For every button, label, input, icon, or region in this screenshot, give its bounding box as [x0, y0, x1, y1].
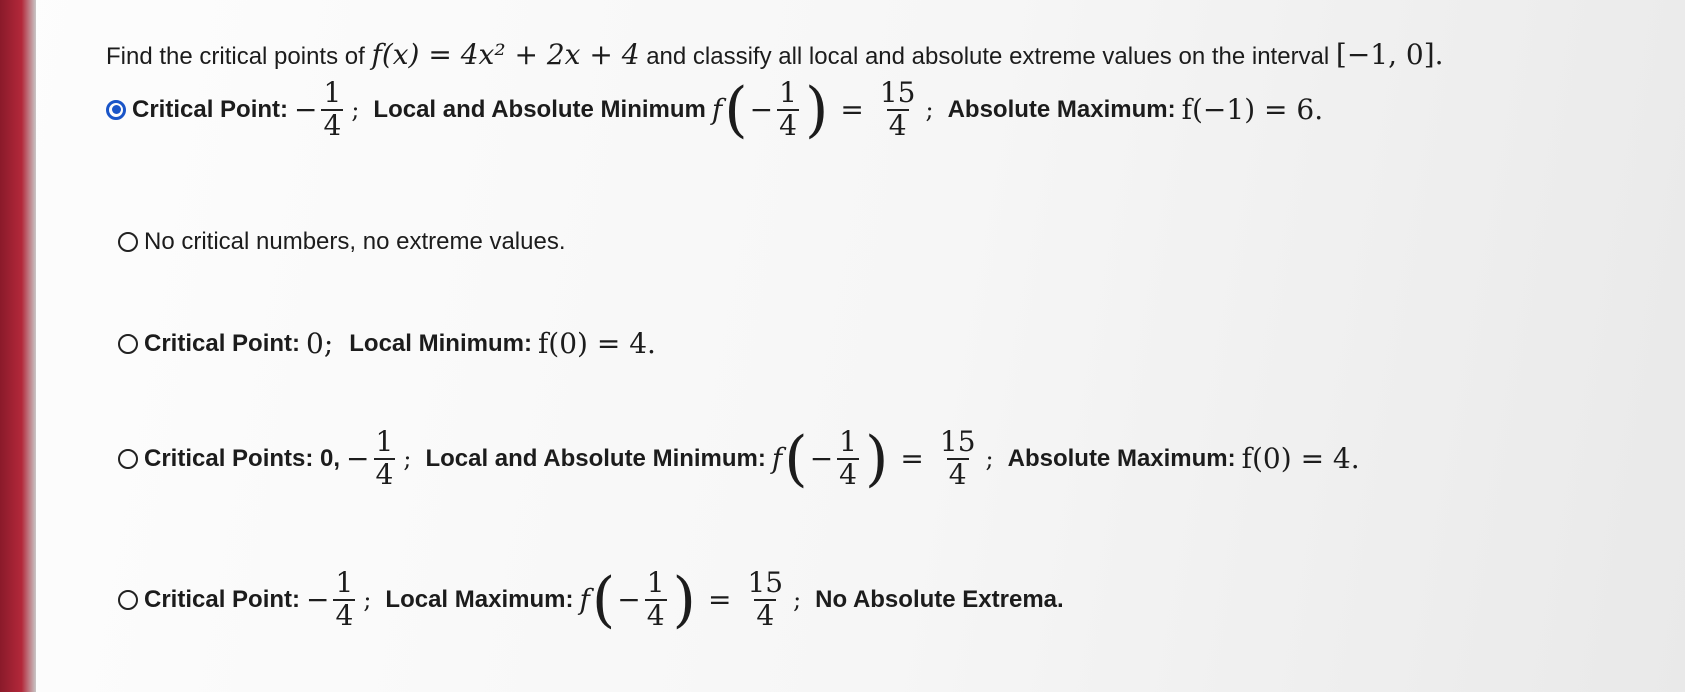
question-page [36, 0, 1685, 692]
critical-point-fraction [321, 78, 343, 142]
radio-button-selected[interactable] [106, 100, 126, 120]
minimum-expression: f(0) = 4. [537, 327, 656, 360]
value-fraction [745, 568, 785, 632]
critical-point-sign: − [294, 93, 318, 127]
critical-point-sign: − [346, 442, 370, 476]
right-paren: ) [804, 74, 829, 145]
fraction-numerator: 1 [839, 425, 857, 458]
fraction-denominator: 4 [756, 598, 775, 632]
fraction-numerator: 15 [879, 76, 916, 109]
fraction-numerator: 1 [646, 566, 665, 599]
critical-point-value: 0; [306, 327, 334, 360]
argument-sign: − [617, 583, 641, 617]
left-paren: ( [591, 564, 616, 635]
fraction-denominator: 4 [375, 457, 394, 491]
argument-sign: − [749, 93, 774, 127]
separator: ; [403, 444, 412, 473]
option-label: Critical Points: 0, [144, 444, 341, 472]
screen-edge [0, 0, 36, 692]
left-paren: ( [724, 74, 748, 145]
fraction-numerator: 1 [779, 76, 797, 109]
separator: ; [925, 95, 934, 124]
right-paren: ) [864, 423, 889, 494]
option-1[interactable] [106, 74, 1324, 145]
option-label: Critical Point: [132, 95, 289, 123]
option-label: Critical Point: [144, 329, 301, 357]
option-5[interactable] [118, 564, 1070, 635]
maximum-expression: f(−1) = 6. [1181, 93, 1324, 127]
option-label: No critical numbers, no extreme values. [144, 228, 566, 255]
argument-sign: − [809, 442, 834, 476]
option-2[interactable] [118, 228, 566, 256]
option-4[interactable] [118, 423, 1360, 494]
value-fraction [878, 78, 918, 142]
value-fraction [938, 427, 978, 491]
fraction-denominator: 4 [839, 457, 857, 491]
question-function: f(x) = 4x² + 2x + 4 [371, 38, 640, 71]
minimum-label: Local and Absolute Minimum [373, 95, 706, 123]
question-interval: [−1, 0]. [1335, 38, 1444, 71]
maximum-expression: f(0) = 4. [1241, 442, 1360, 476]
critical-point-sign: − [306, 583, 330, 617]
minimum-label: Local Minimum: [349, 329, 532, 357]
fraction-numerator: 1 [335, 566, 354, 599]
option-label: Critical Point: [144, 585, 301, 613]
radio-button[interactable] [118, 334, 138, 354]
fraction-denominator: 4 [335, 598, 354, 632]
critical-point-fraction [374, 427, 396, 491]
fraction-denominator: 4 [779, 108, 797, 142]
argument-fraction [777, 78, 799, 142]
fraction-numerator: 15 [747, 566, 784, 599]
right-paren: ) [672, 564, 696, 635]
critical-point-fraction [333, 568, 355, 632]
minimum-label: Local and Absolute Minimum: [425, 444, 766, 472]
equals-sign: = [900, 442, 924, 476]
option-3[interactable] [118, 327, 656, 360]
function-name: f [711, 93, 723, 127]
separator: ; [985, 444, 994, 473]
fraction-numerator: 15 [939, 425, 976, 458]
fraction-numerator: 1 [323, 76, 342, 109]
radio-dot-icon [112, 105, 121, 114]
separator: ; [363, 585, 372, 614]
fraction-denominator: 4 [948, 457, 967, 491]
maximum-label: Local Maximum: [385, 585, 574, 613]
left-paren: ( [784, 423, 808, 494]
maximum-label: Absolute Maximum: [1007, 444, 1236, 472]
argument-fraction [837, 427, 859, 491]
equals-sign: = [707, 583, 732, 617]
fraction-denominator: 4 [646, 598, 665, 632]
fraction-numerator: 1 [375, 425, 394, 458]
fraction-denominator: 4 [888, 108, 907, 142]
question-middle: and classify all local and absolute extreme values on the interval [646, 43, 1330, 70]
radio-button[interactable] [118, 590, 138, 610]
equals-sign: = [840, 93, 864, 127]
separator: ; [351, 95, 360, 124]
maximum-label: Absolute Maximum: [947, 95, 1176, 123]
function-name: f [579, 583, 590, 617]
fraction-denominator: 4 [323, 108, 342, 142]
question-prefix: Find the critical points of [106, 43, 365, 70]
extrema-label: No Absolute Extrema. [815, 585, 1064, 613]
separator: ; [793, 585, 802, 614]
radio-button[interactable] [118, 232, 138, 252]
argument-fraction [645, 568, 667, 632]
radio-button[interactable] [118, 449, 138, 469]
question-text [106, 38, 1444, 71]
function-name: f [771, 442, 783, 476]
